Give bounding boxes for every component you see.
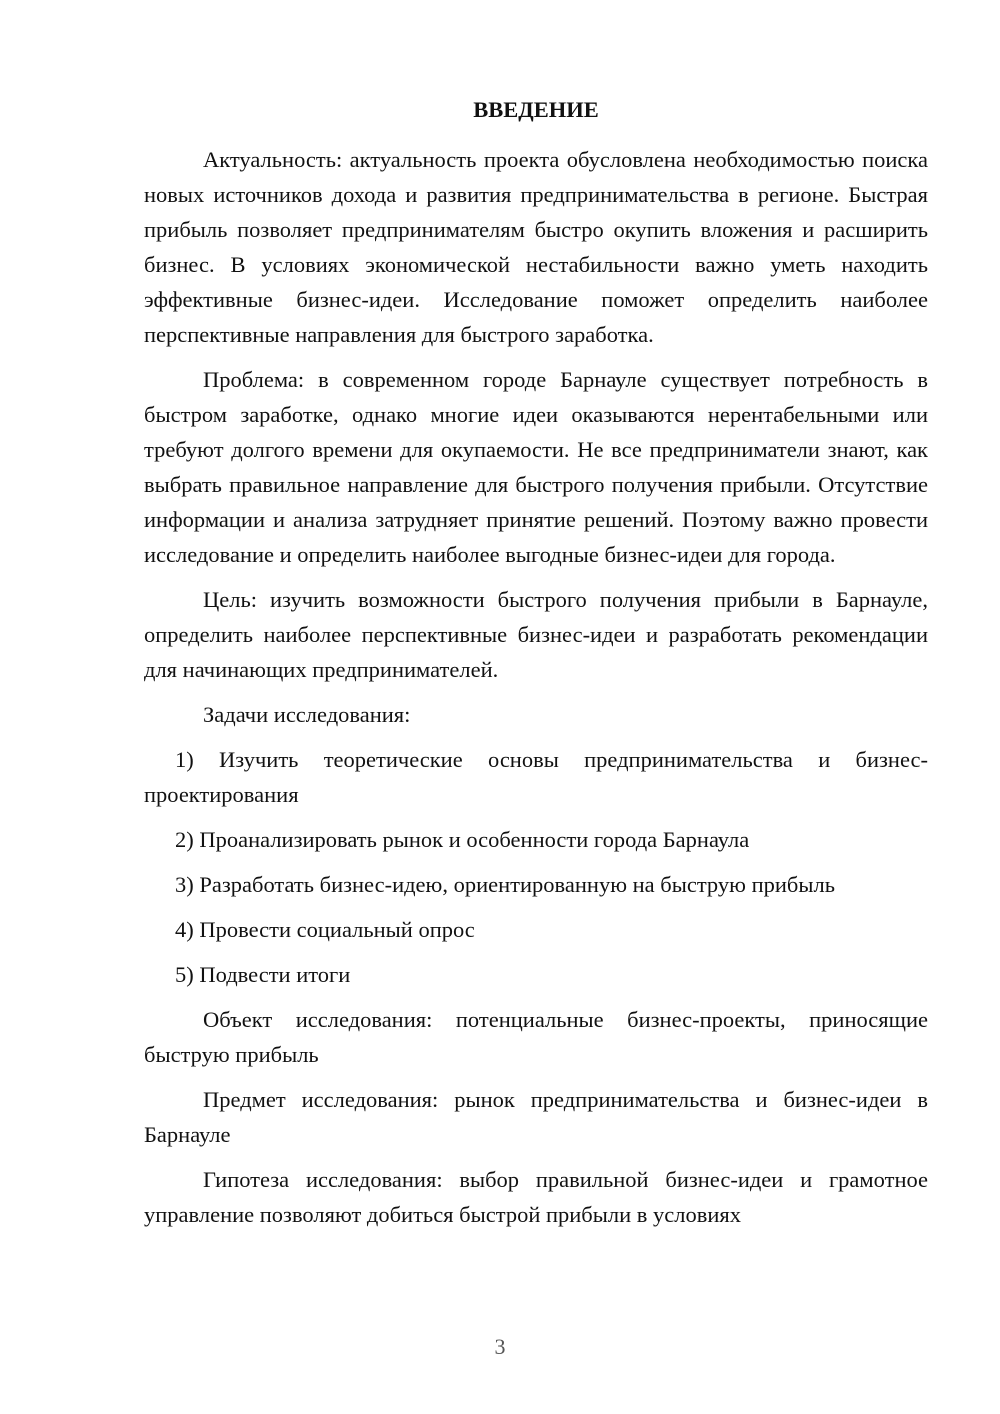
paragraph-subject: Предмет исследования: рынок предпринимательства и бизнес-идеи в Барнауле [144, 1087, 928, 1147]
document-page [144, 92, 928, 1242]
task-item: 3) Разработать бизнес-идею, ориентированную на быструю прибыль [175, 872, 835, 897]
paragraph-relevance: Актуальность: актуальность проекта обусловлена необходимостью поиска новых источников дохода и развития предпринимательства в регионе. Быстрая прибыль позволяет предпринимателям быстро окупить вложения и расширить бизнес. В условиях экономической нестабильности важно уметь находить эффективные бизнес-идеи. Исследование поможет определить наиболее перспективные направления для быстрого заработка. [144, 147, 928, 347]
section-heading: ВВЕДЕНИЕ [473, 97, 599, 122]
task-item: 1) Изучить теоретические основы предпринимательства и бизнес-проектирования [144, 747, 928, 807]
task-item: 5) Подвести итоги [175, 962, 351, 987]
page-number: 3 [494, 1334, 506, 1359]
tasks-title: Задачи исследования: [203, 702, 411, 727]
paragraph-object: Объект исследования: потенциальные бизнес-проекты, приносящие быструю прибыль [144, 1007, 928, 1067]
task-item: 2) Проанализировать рынок и особенности города Барнаула [175, 827, 750, 852]
paragraph-problem: Проблема: в современном городе Барнауле существует потребность в быстром заработке, однако многие идеи оказываются нерентабельными или требуют долгого времени для окупаемости. Не все предприниматели знают, как выбрать правильное направление для быстрого получения прибыли. Отсутствие информации и анализа затрудняет принятие решений. Поэтому важно провести исследование и определить наиболее выгодные бизнес-идеи для города. [144, 367, 928, 567]
task-item: 4) Провести социальный опрос [175, 917, 475, 942]
paragraph-goal: Цель: изучить возможности быстрого получения прибыли в Барнауле, определить наиболее перспективные бизнес-идеи и разработать рекомендации для начинающих предпринимателей. [144, 587, 928, 682]
tasks-list [144, 742, 928, 992]
paragraph-hypothesis: Гипотеза исследования: выбор правильной бизнес-идеи и грамотное управление позволяют добиться быстрой прибыли в условиях [144, 1167, 928, 1227]
